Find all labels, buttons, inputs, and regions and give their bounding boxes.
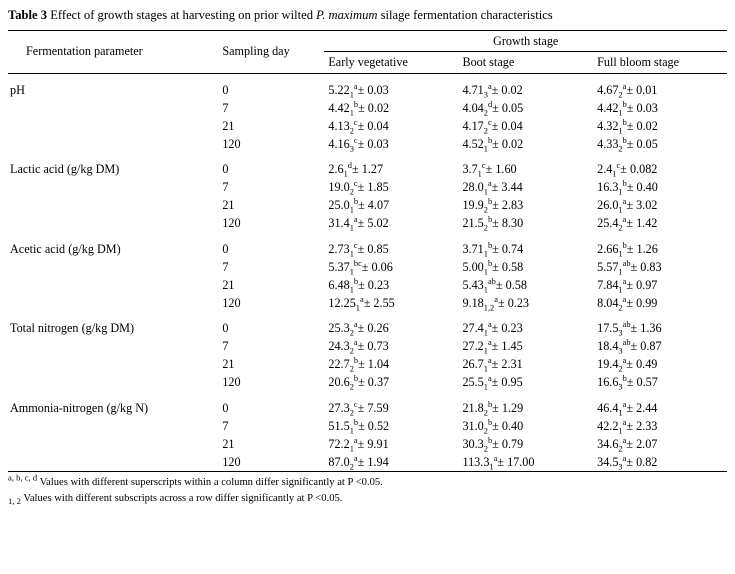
- table-row: [8, 179, 727, 197]
- row-parameter: [8, 435, 218, 453]
- row-value: $24.3_2^a\pm 0.73$: [328, 338, 389, 356]
- row-value: $4.13_2^c\pm 0.04$: [328, 117, 389, 136]
- table-row: [8, 258, 727, 276]
- row-parameter: Acetic acid (g/kg DM): [10, 241, 121, 256]
- row-sampling-day: 7: [222, 418, 229, 433]
- table-row: [8, 215, 727, 233]
- row-sampling-day: 0: [222, 162, 229, 177]
- row-parameter: [8, 215, 218, 233]
- row-value: $26.0_1^a\pm 3.02$: [597, 197, 658, 215]
- row-parameter: [8, 294, 218, 312]
- row-value: $26.7_1^a\pm 2.31$: [462, 356, 523, 374]
- row-sampling-day: 21: [222, 357, 235, 372]
- row-value: $27.4_1^a\pm 0.23$: [462, 320, 523, 338]
- table-row: [8, 312, 727, 338]
- table-row: [8, 435, 727, 453]
- footnote-subscripts: [8, 491, 727, 506]
- row-parameter: [8, 453, 218, 472]
- table-row: [8, 99, 727, 117]
- row-value: $5.37_1^{bc}\pm 0.06$: [328, 258, 393, 277]
- row-value: $4.33_2^b\pm 0.05$: [597, 135, 658, 154]
- table-row: [8, 233, 727, 259]
- table-row: [8, 117, 727, 135]
- row-value: $2.66_1^b\pm 1.26$: [597, 240, 658, 259]
- table-row: [8, 197, 727, 215]
- row-value: $27.2_1^a\pm 1.45$: [462, 338, 523, 356]
- row-value: $51.5_1^b\pm 0.52$: [328, 417, 390, 436]
- table-row: [8, 417, 727, 435]
- footnote-superscript-text: Values with different superscripts within a column differ significantly at P <0.05.: [37, 477, 383, 489]
- row-value: $3.71_1^b\pm 0.74$: [462, 240, 524, 259]
- row-value: $8.04_2^a\pm 0.99$: [597, 294, 658, 313]
- row-parameter: Lactic acid (g/kg DM): [10, 162, 120, 177]
- row-value: $6.48_1^b\pm 0.23$: [328, 276, 390, 295]
- row-value: $28.0_1^a\pm 3.44$: [462, 179, 523, 197]
- row-value: $25.5_1^a\pm 0.95$: [462, 374, 523, 392]
- row-value: $5.00_1^b\pm 0.58$: [462, 258, 524, 277]
- row-value: $113.3_1^a\pm 17.00$: [462, 453, 535, 472]
- row-value: $4.32_1^b\pm 0.02$: [597, 117, 658, 136]
- row-value: $25.0_1^b\pm 4.07$: [328, 197, 390, 215]
- row-value: $4.71_3^a\pm 0.02$: [462, 81, 523, 100]
- table-row: [8, 453, 727, 472]
- table-row: [8, 374, 727, 392]
- row-value: $72.2_1^a\pm 9.91$: [328, 435, 389, 454]
- row-value: $12.25_1^a\pm 2.55$: [328, 294, 395, 313]
- row-sampling-day: 7: [222, 339, 229, 354]
- row-sampling-day: 0: [222, 321, 229, 336]
- row-parameter: [8, 197, 218, 215]
- row-sampling-day: 120: [222, 295, 241, 310]
- row-value: $4.52_1^b\pm 0.02$: [462, 135, 524, 154]
- row-value: $31.4_1^a\pm 5.02$: [328, 215, 389, 233]
- table-header: [8, 30, 727, 73]
- row-parameter: [8, 417, 218, 435]
- row-parameter: [8, 276, 218, 294]
- row-value: $19.0_2^c\pm 1.85$: [328, 179, 389, 197]
- row-sampling-day: 120: [222, 375, 241, 390]
- row-sampling-day: 0: [222, 82, 229, 97]
- row-value: $19.4_2^a\pm 0.49$: [597, 356, 658, 374]
- table-row: [8, 135, 727, 153]
- row-parameter: [8, 135, 218, 153]
- row-value: $4.04_2^d\pm 0.05$: [462, 99, 524, 118]
- row-parameter: [8, 99, 218, 117]
- row-value: $34.5_3^a\pm 0.82$: [597, 453, 658, 472]
- footnote-superscripts: [8, 472, 727, 490]
- row-value: $2.4_1^c\pm 0.082$: [597, 161, 658, 179]
- table-row: [8, 294, 727, 312]
- table-row: [8, 392, 727, 418]
- row-parameter: [8, 179, 218, 197]
- row-value: $87.0_2^a\pm 1.94$: [328, 453, 389, 472]
- row-sampling-day: 120: [222, 216, 241, 231]
- table-caption-text-before: Effect of growth stages at harvesting on prior wilted: [47, 8, 317, 22]
- table-caption-label: Table 3: [8, 8, 48, 22]
- table-caption: [8, 8, 727, 24]
- table-row: [8, 356, 727, 374]
- table-row: [8, 338, 727, 356]
- table-body: [8, 73, 727, 472]
- row-value: $17.5_3^{ab}\pm 1.36$: [597, 320, 662, 338]
- row-sampling-day: 21: [222, 198, 235, 213]
- row-sampling-day: 120: [222, 454, 241, 469]
- row-value: $21.5_2^b\pm 8.30$: [462, 215, 524, 233]
- row-value: $34.6_2^a\pm 2.07$: [597, 435, 658, 454]
- header-growth-stage: Growth stage: [324, 30, 727, 51]
- table-row: [8, 276, 727, 294]
- row-value: $5.57_1^{ab}\pm 0.83$: [597, 258, 662, 277]
- row-value: $46.4_1^a\pm 2.44$: [597, 399, 658, 418]
- row-value: $21.8_2^b\pm 1.29$: [462, 399, 524, 418]
- row-value: $25.3_2^a\pm 0.26$: [328, 320, 389, 338]
- header-stage-full-bloom: Full bloom stage: [597, 54, 680, 69]
- row-value: $2.6_1^d\pm 1.27$: [328, 161, 384, 179]
- row-value: $4.67_2^a\pm 0.01$: [597, 81, 658, 100]
- row-value: $27.3_2^c\pm 7.59$: [328, 399, 389, 418]
- row-value: $25.4_2^a\pm 1.42$: [597, 215, 658, 233]
- table-row: [8, 73, 727, 99]
- row-value: $5.43_1^{ab}\pm 0.58$: [462, 276, 527, 295]
- table-row: [8, 153, 727, 179]
- row-sampling-day: 0: [222, 400, 229, 415]
- footnote-subscript-mark: 1, 2: [8, 495, 21, 506]
- row-value: $2.73_1^c\pm 0.85$: [328, 240, 389, 259]
- row-value: $18.4_3^{ab}\pm 0.87$: [597, 338, 662, 356]
- header-sampling-day: Sampling day: [222, 44, 290, 59]
- row-parameter: [8, 258, 218, 276]
- row-sampling-day: 21: [222, 118, 235, 133]
- row-value: $4.16_3^c\pm 0.03$: [328, 135, 389, 154]
- row-value: $4.42_1^b\pm 0.02$: [328, 99, 390, 118]
- row-value: $22.7_2^b\pm 1.04$: [328, 356, 390, 374]
- row-value: $16.3_1^b\pm 0.40$: [597, 179, 658, 197]
- row-value: $4.17_2^c\pm 0.04$: [462, 117, 523, 136]
- header-stage-early-vegetative: Early vegetative: [328, 54, 408, 69]
- row-value: $42.2_1^a\pm 2.33$: [597, 417, 658, 436]
- row-value: $19.9_2^b\pm 2.83$: [462, 197, 524, 215]
- table-caption-species: P. maximum: [316, 8, 378, 22]
- row-sampling-day: 21: [222, 277, 235, 292]
- row-value: $31.0_2^b\pm 0.40$: [462, 417, 524, 436]
- row-sampling-day: 7: [222, 100, 229, 115]
- row-value: $4.42_1^b\pm 0.03$: [597, 99, 658, 118]
- row-parameter: [8, 356, 218, 374]
- row-sampling-day: 120: [222, 136, 241, 151]
- row-parameter: [8, 338, 218, 356]
- header-row-top: [8, 30, 727, 51]
- row-value: $20.6_2^b\pm 0.37$: [328, 374, 390, 392]
- row-parameter: Total nitrogen (g/kg DM): [10, 321, 135, 336]
- row-parameter: Ammonia-nitrogen (g/kg N): [10, 400, 149, 415]
- footnote-superscript-mark: a, b, c, d: [8, 472, 38, 483]
- row-value: $30.3_2^b\pm 0.79$: [462, 435, 524, 454]
- row-value: $5.22_1^a\pm 0.03$: [328, 81, 389, 100]
- header-stage-boot: Boot stage: [462, 54, 515, 69]
- header-parameter: Fermentation parameter: [26, 44, 143, 59]
- footnote-subscript-text: Values with different subscripts across a row differ significantly at P <0.05.: [20, 492, 343, 504]
- row-sampling-day: 0: [222, 241, 229, 256]
- row-value: $9.18_{1,2}^a\pm 0.23$: [462, 294, 530, 313]
- row-parameter: [8, 374, 218, 392]
- table-caption-text-after: silage fermentation characteristics: [377, 8, 553, 22]
- row-sampling-day: 7: [222, 180, 229, 195]
- table-footnotes: [8, 472, 727, 506]
- row-value: $3.7_1^c\pm 1.60$: [462, 161, 517, 179]
- row-value: $16.6_3^b\pm 0.57$: [597, 374, 658, 392]
- row-parameter: [8, 117, 218, 135]
- row-sampling-day: 21: [222, 436, 235, 451]
- row-sampling-day: 7: [222, 259, 229, 274]
- fermentation-characteristics-table: [8, 30, 727, 473]
- row-parameter: pH: [10, 82, 25, 97]
- row-value: $7.84_1^a\pm 0.97$: [597, 276, 658, 295]
